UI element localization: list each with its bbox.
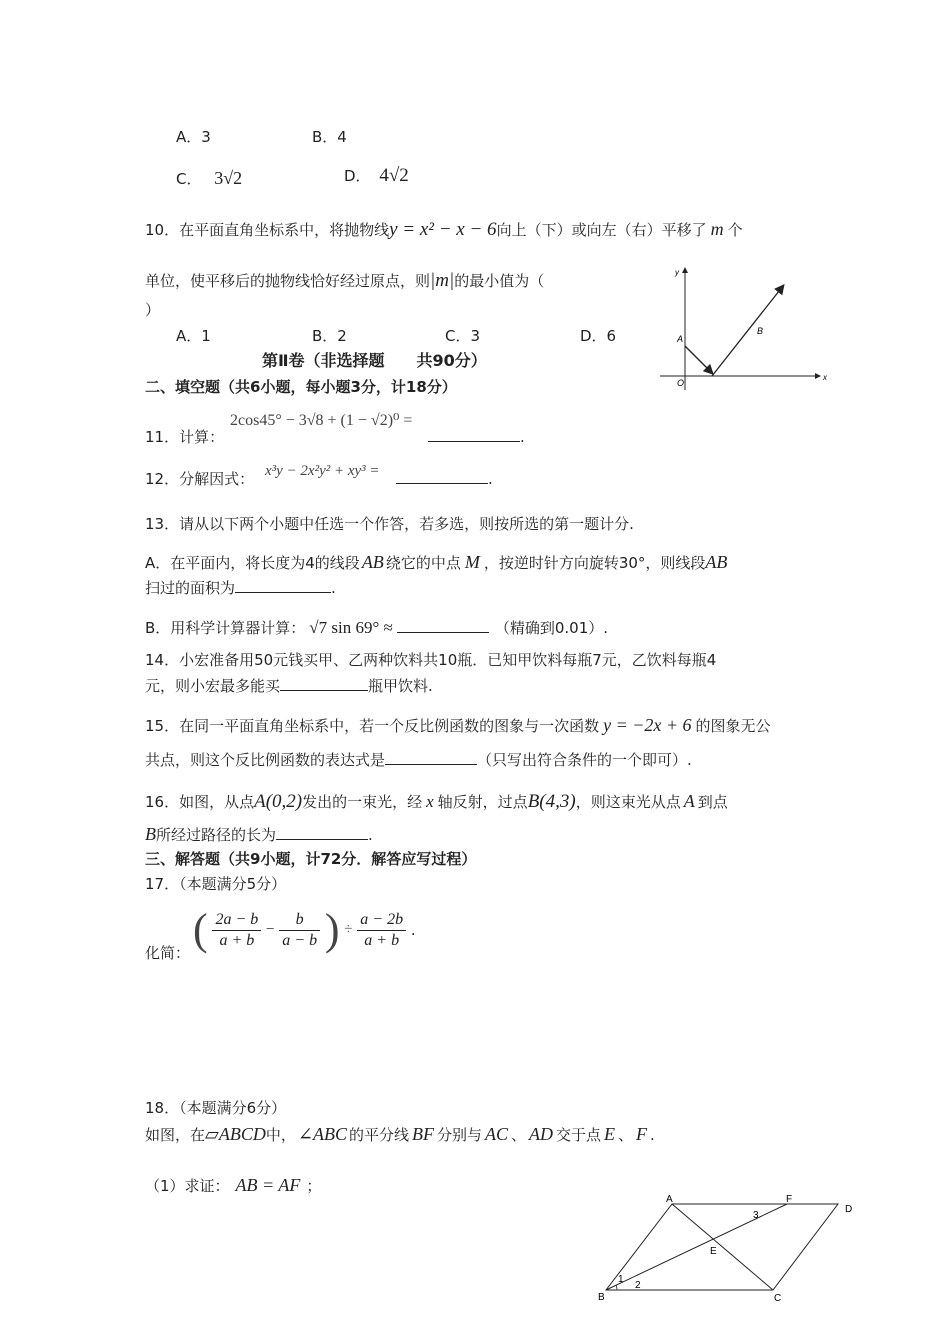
q16-answer-blank[interactable] — [276, 825, 368, 840]
q13-b-expression: √7 sin 69° ≈ — [309, 618, 393, 637]
q15-line-2: 共点，则这个反比例函数的表达式是 （只写出符合条件的一个即可）. — [145, 751, 692, 769]
q10-abs-m: |m| — [430, 270, 455, 291]
q17-fraction-1: $\frac{2a - b}{a + b}$ — [212, 910, 261, 951]
q9-option-d: D． 4√2 — [344, 165, 409, 186]
q17-expression: ( $\frac{2a - b}{a + b}$ − $\frac{b}{a - b}$ ) ÷ $\frac{a - 2b}{a + b}$ . — [193, 905, 416, 954]
q17-label: 17．（本题满分5分） — [145, 875, 287, 893]
q11-answer-blank[interactable] — [428, 427, 520, 442]
q13-b-answer-blank[interactable] — [397, 618, 489, 633]
q10-option-d: D．6 — [580, 327, 617, 345]
angle-2-label: 2 — [635, 1280, 641, 1291]
q10-line-2: 单位，使平移后的抛物线恰好经过原点，则|m|的最小值为（ — [145, 270, 545, 291]
vertex-a-label: A — [666, 1194, 673, 1205]
q9-option-c: C． 3√2 — [176, 168, 243, 188]
bisector-bf — [606, 1204, 787, 1290]
q11-label: 11．计算： — [145, 428, 225, 446]
q12-label: 12．分解因式： — [145, 470, 255, 488]
point-e-label: E — [710, 1246, 717, 1257]
q13-a-line-2: 扫过的面积为 . — [145, 579, 336, 597]
q9-option-d-value: 4√2 — [379, 165, 409, 186]
q12-answer-blank[interactable] — [396, 469, 488, 484]
angle-3-label: 3 — [753, 1210, 759, 1221]
q10-line-3: ） — [145, 301, 161, 319]
q16-point-b: B(4,3) — [527, 791, 576, 812]
q16-line-1: 16．如图，从点A(0,2)发出的一束光，经 x 轴反射，过点B(4,3)，则这束光从点 A 到点 — [145, 791, 728, 812]
q18-part-1: （1）求证： AB = AF ； — [145, 1175, 322, 1195]
q13-a-answer-blank[interactable] — [235, 578, 331, 593]
q16-point-a: A(0,2) — [254, 791, 303, 812]
q10-option-b: B．2 — [312, 327, 347, 345]
q14-line-2: 元，则小宏最多能买 瓶甲饮料. — [145, 677, 433, 695]
point-a-label: A — [677, 334, 684, 344]
q12-answer: . — [396, 469, 493, 489]
vertex-d-label: D — [845, 1204, 853, 1215]
q9-option-c-value: 3√2 — [214, 168, 243, 188]
section-3-heading: 三、解答题（共9小题，计72分．解答应写过程） — [145, 850, 477, 868]
q11-answer: . — [428, 427, 525, 447]
q15-line-1: 15．在同一平面直角坐标系中，若一个反比例函数的图象与一次函数 y = −2x + 6 的图象无公 — [145, 715, 771, 735]
q13-a-line-1: A．在平面内，将长度为4的线段 AB 绕它的中点 M ，按逆时针方向旋转30°，则线段AB — [145, 552, 728, 572]
incident-ray — [685, 346, 712, 373]
reflected-ray — [712, 286, 783, 376]
angle-1-label: 1 — [618, 1274, 624, 1285]
q13-intro: 13．请从以下两个小题中任选一个作答，若多选，则按所选的第一题计分. — [145, 515, 634, 533]
q13-b-line: B．用科学计算器计算： √7 sin 69° ≈ （精确到0.01）. — [145, 618, 609, 637]
parallelogram-figure — [590, 1192, 865, 1307]
q10-option-c: C．3 — [445, 327, 481, 345]
q10-parabola-formula: y = x² − x − 6 — [389, 219, 497, 240]
q9-option-b: B．4 — [312, 128, 347, 146]
section-2-title: 第Ⅱ卷（非选择题 共90分） — [262, 351, 487, 370]
q18-statement: 如图，在▱ABCD中， ∠ABC 的平分线 BF 分别与 AC 、 AD 交于点 E 、 F . — [145, 1124, 655, 1144]
x-axis-label: x — [823, 373, 827, 382]
q10-option-a: A．1 — [176, 327, 211, 345]
q12-expression: x³y − 2x²y² + xy³ = — [265, 463, 380, 479]
q15-linear-formula: y = −2x + 6 — [603, 715, 692, 735]
q17-fraction-2: $\frac{b}{a - b}$ — [279, 910, 320, 951]
q10-line-1: 10．在平面直角坐标系中，将抛物线y = x² − x − 6向上（下）或向左（右）平移了 m 个 — [145, 219, 743, 240]
reflection-figure — [655, 262, 835, 397]
q15-answer-blank[interactable] — [385, 750, 477, 765]
q17-simplify-label: 化简： — [145, 944, 191, 962]
q14-line-1: 14．小宏准备用50元钱买甲、乙两种饮料共10瓶．已知甲饮料每瓶7元，乙饮料每瓶4 — [145, 651, 717, 669]
y-axis-label: y — [675, 268, 679, 277]
point-b-label: B — [757, 326, 764, 336]
q17-fraction-3: $\frac{a - 2b}{a + b}$ — [357, 910, 406, 951]
q16-line-2: B所经过路径的长为 . — [145, 824, 373, 844]
section-2-heading: 二、填空题（共6小题，每小题3分，计18分） — [145, 378, 457, 396]
q9-option-a: A．3 — [176, 128, 211, 146]
origin-label: O — [677, 378, 685, 388]
vertex-c-label: C — [774, 1293, 782, 1304]
q18-label: 18．（本题满分6分） — [145, 1099, 287, 1117]
q10-var-m: m — [710, 219, 724, 239]
q11-expression: 2cos45° − 3√8 + (1 − √2)⁰ = — [230, 412, 413, 429]
vertex-b-label: B — [598, 1292, 605, 1303]
point-f-label: F — [786, 1194, 793, 1205]
q14-answer-blank[interactable] — [280, 676, 368, 691]
